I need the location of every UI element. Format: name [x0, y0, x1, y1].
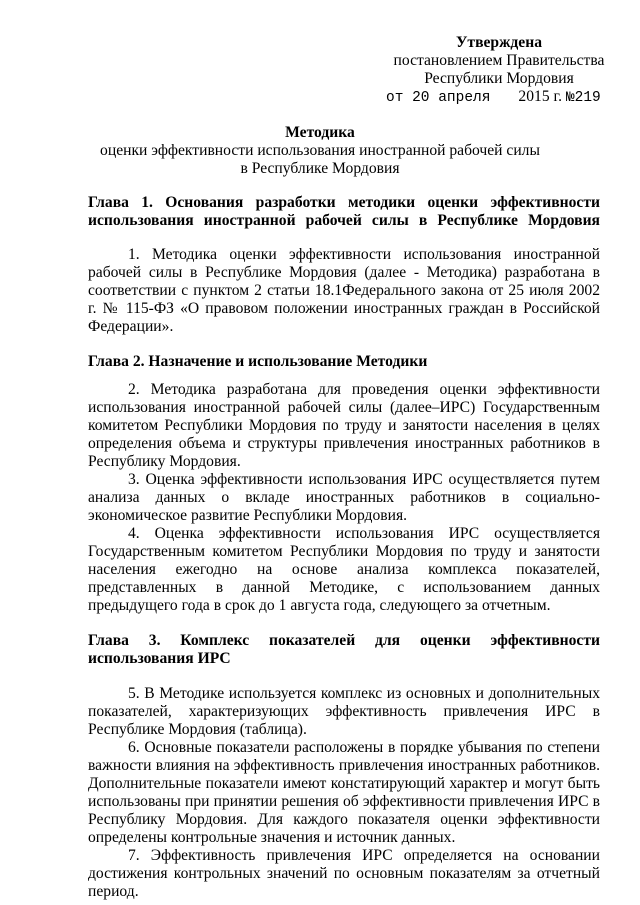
approval-date: от 20 апреля	[386, 90, 491, 106]
paragraph-2: 2. Методика разработана для проведения оценки эффективности использования иностранной рабочей силы (далее–ИРС) Государственным комитетом Республики Мордовия по труду и занятости населения в целях определения объема и структуры привлечения иностранных работников в Республику Мордовия.	[88, 381, 600, 470]
document-title	[0, 124, 640, 178]
approval-date-line	[386, 88, 614, 107]
title-main: Методика	[285, 124, 355, 141]
chapter-3-heading: Глава 3. Комплекс показателей для оценки эффективности использования ИРС	[88, 632, 600, 667]
approval-line-2: Республики Мордовия	[424, 70, 574, 87]
paragraph-3: 3. Оценка эффективности использования ИРС осуществляется путем анализа данных о вкладе иностранных работников в социально-экономическое развитие Республики Мордовия.	[88, 471, 600, 524]
paragraph-5: 5. В Методике используется комплекс из основных и дополнительных показателей, характеризующих эффективность привлечения ИРС в Республике Мордовия (таблица).	[88, 685, 600, 738]
paragraph-4: 4. Оценка эффективности использования ИРС осуществляется Государственным комитетом Республики Мордовия по труду и занятости населения ежегодно на основе анализа комплекса показателей, представленных в данной Методике, с использованием данных предыдущего года в срок до 1 августа года, следующего за отчетным.	[88, 525, 600, 614]
approval-line-1: постановлением Правительства	[393, 52, 605, 69]
paragraph-6: 6. Основные показатели расположены в порядке убывания по степени важности влияния на эффективность привлечения иностранных работников. Дополнительные показатели имеют констатирующий характер и могут быть использованы при принятии решения об эффективности привлечения ИРС в Республику Мордовия. Для каждого показателя оценки эффективности определены контрольные значения и источник данных.	[88, 739, 600, 846]
paragraph-1: 1. Методика оценки эффективности использования иностранной рабочей силы в Республике Мордовия (далее - Методика) разработана в соответствии с пунктом 2 статьи 18.1Федерального закона от 25 июля 2002 г. № 115-ФЗ «О правовом положении иностранных граждан в Российской Федерации».	[88, 246, 600, 335]
title-sub-1: оценки эффективности использования иностранной рабочей силы	[100, 142, 540, 159]
title-sub-2: в Республике Мордовия	[240, 160, 400, 177]
approval-heading: Утверждена	[455, 34, 543, 51]
approval-stamp	[384, 34, 614, 107]
approval-year: 2015 г.	[518, 88, 563, 105]
chapter-1-heading: Глава 1. Основания разработки методики оценки эффективности использования иностранной рабочей силы в Республике Мордовия	[88, 194, 600, 229]
paragraph-7: 7. Эффективность привлечения ИРС определяется на основании достижения контрольных значений по основным показателям за отчетный период.	[88, 847, 600, 900]
document-body	[88, 194, 600, 901]
chapter-2-heading: Глава 2. Назначение и использование Методики	[88, 353, 428, 370]
approval-number: №219	[565, 90, 601, 106]
